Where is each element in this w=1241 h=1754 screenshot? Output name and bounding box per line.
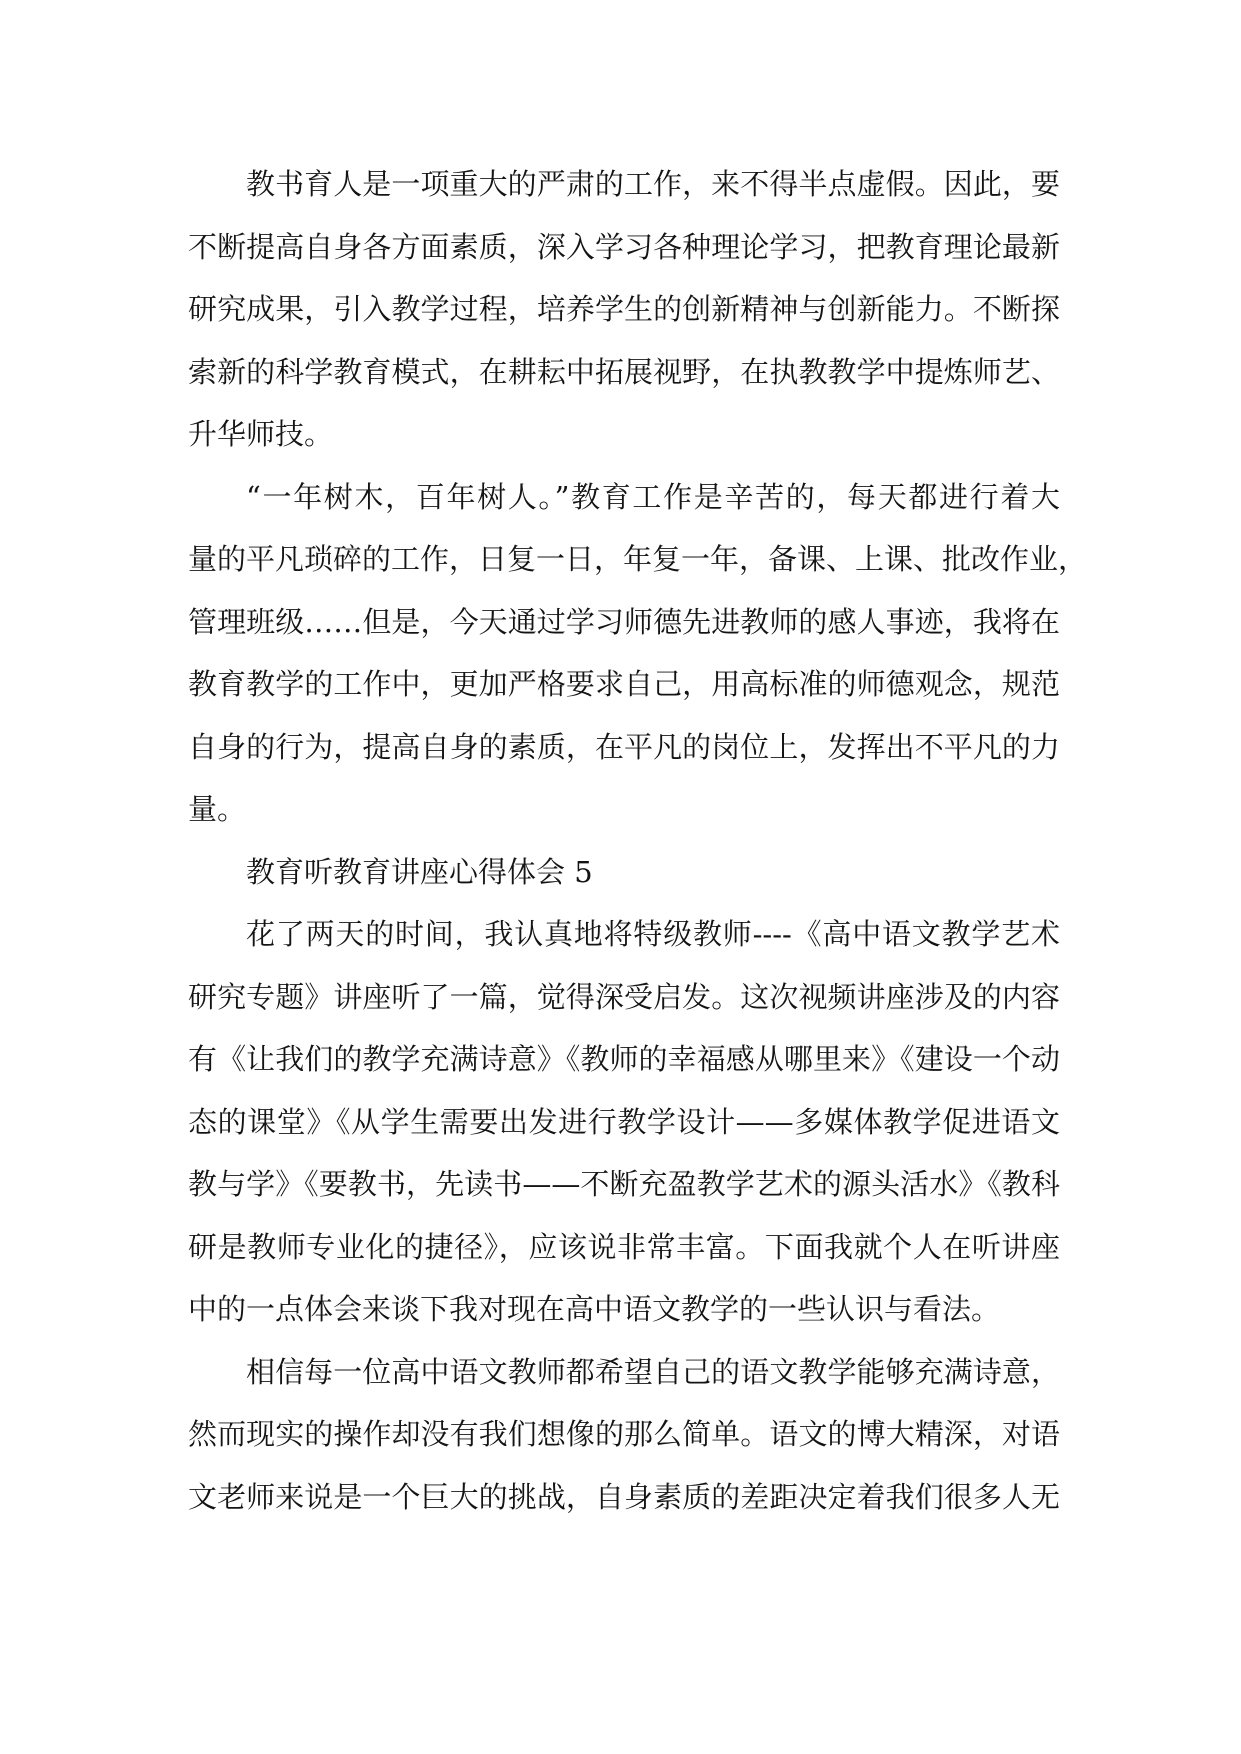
text-line: 量的平凡琐碎的工作，日复一日，年复一年，备课、上课、批改作业， (188, 542, 1088, 576)
text-line: 不断提高自身各方面素质，深入学习各种理论学习，把教育理论最新 (188, 229, 1060, 264)
text-line: 升华师技。 (188, 417, 334, 451)
text-line: 自身的行为，提高自身的素质，在平凡的岗位上，发挥出不平凡的力 (188, 729, 1060, 764)
text-line: 态的课堂》《从学生需要出发进行教学设计——多媒体教学促进语文 (188, 1104, 1060, 1139)
text-line: 相信每一位高中语文教师都希望自己的语文教学能够充满诗意， (246, 1354, 1060, 1389)
text-line: 研究成果，引入教学过程，培养学生的创新精神与创新能力。不断探 (188, 292, 1060, 326)
text-line: 文老师来说是一个巨大的挑战，自身素质的差距决定着我们很多人无 (188, 1479, 1060, 1514)
paragraph-lecture-summary (188, 903, 1060, 1341)
document-body (188, 153, 1088, 1528)
text-line: 管理班级……但是，今天通过学习师德先进教师的感人事迹，我将在 (188, 604, 1060, 639)
text-line: 教育教学的工作中，更加严格要求自己，用高标准的师德观念，规范 (188, 667, 1060, 701)
text-line: 有《让我们的教学充满诗意》《教师的幸福感从哪里来》《建设一个动 (188, 1042, 1060, 1076)
text-line: 教书育人是一项重大的严肃的工作，来不得半点虚假。因此，要 (246, 167, 1060, 201)
paragraph-teaching-hardship (188, 466, 1088, 841)
paragraph-poetic-teaching (188, 1341, 1060, 1529)
text-line: 索新的科学教育模式，在耕耘中拓展视野，在执教教学中提炼师艺、 (188, 354, 1060, 389)
text-line: 教与学》《要教书，先读书——不断充盈教学艺术的源头活水》《教科 (188, 1167, 1060, 1201)
text-line: 研究专题》讲座听了一篇，觉得深受启发。这次视频讲座涉及的内容 (188, 979, 1060, 1014)
text-line: 研是教师专业化的捷径》，应该说非常丰富。下面我就个人在听讲座 (188, 1229, 1060, 1264)
text-line: 量。 (188, 792, 247, 826)
heading-line: 教育听教育讲座心得体会 5 (246, 854, 593, 889)
paragraph-teaching-responsibility (188, 153, 1060, 466)
text-line: 然而现实的操作却没有我们想像的那么简单。语文的博大精深，对语 (188, 1417, 1060, 1451)
section-heading (188, 841, 1060, 904)
text-line: 花了两天的时间，我认真地将特级教师----《高中语文教学艺术 (246, 917, 1060, 951)
text-line: “一年树木，百年树人。”教育工作是辛苦的，每天都进行着大 (246, 479, 1060, 514)
text-line: 中的一点体会来谈下我对现在高中语文教学的一些认识与看法。 (188, 1292, 1001, 1326)
